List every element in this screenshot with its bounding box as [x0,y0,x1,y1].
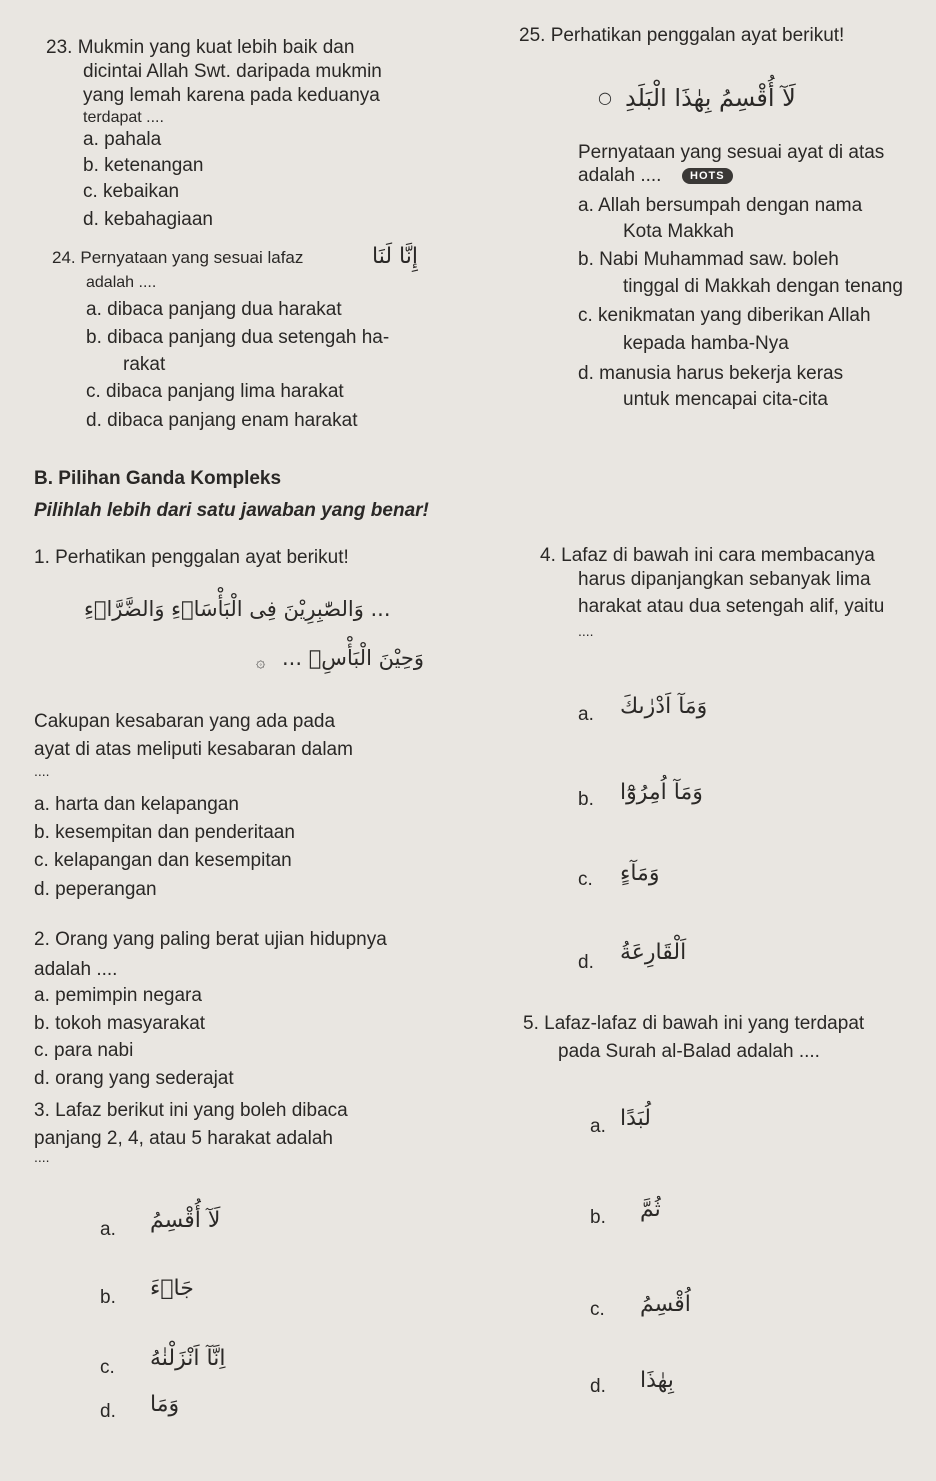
q24-line-1: 24. Pernyataan yang sesuai lafaz [52,248,304,267]
q25-option-a-cont: Kota Makkah [623,221,734,242]
q24-option-a[interactable]: a. dibaca panjang dua harakat [86,299,342,320]
section-b-title: B. Pilihan Ganda Kompleks [34,468,282,489]
b1-option-d[interactable]: d. peperangan [34,879,157,900]
q25-line-1: Pernyataan yang sesuai ayat di atas [578,142,885,163]
b3-option-b-label[interactable]: b. [100,1287,116,1308]
b4-option-a-arabic[interactable]: وَمَآ اَدْرٰىكَ [620,694,708,719]
b5-option-c-arabic[interactable]: اُقْسِمُ [640,1292,691,1317]
b1-line-3: .... [34,763,50,779]
b3-line-3: .... [34,1149,50,1165]
b4-option-c-label[interactable]: c. [578,869,593,890]
b4-option-c-arabic[interactable]: وَمَآءٍ [620,861,660,886]
b5-option-d-arabic[interactable]: بِهٰذَا [640,1368,674,1393]
b4-line-4: .... [578,623,594,639]
q23-line-4: terdapat .... [83,109,164,126]
b2-line-2: adalah .... [34,959,118,980]
q23-option-d[interactable]: d. kebahagiaan [83,209,213,230]
q24-line-2: adalah .... [86,274,157,291]
b4-option-a-label[interactable]: a. [578,704,594,725]
b1-arabic-2: وَحِيْنَ الْبَأْسِۗ ... [282,646,425,670]
q25-option-d[interactable]: d. manusia harus bekerja keras [578,363,844,384]
b3-line-1: 3. Lafaz berikut ini yang boleh dibaca [34,1100,348,1121]
b4-line-3: harakat atau dua setengah alif, yaitu [578,596,885,617]
q23-line-1: 23. Mukmin yang kuat lebih baik dan [46,37,355,58]
b1-arabic-1: ... وَالصّٰبِرِيْنَ فِى الْبَأْسَاۤءِ وَالضَّرَّاۤءِ [84,597,391,621]
section-b-instruction: Pilihlah lebih dari satu jawaban yang benar! [34,500,429,521]
b1-line-1: Cakupan kesabaran yang ada pada [34,711,336,732]
b5-option-c-label[interactable]: c. [590,1299,605,1320]
b3-option-d-label[interactable]: d. [100,1401,116,1422]
b2-option-b[interactable]: b. tokoh masyarakat [34,1013,206,1034]
b1-option-c[interactable]: c. kelapangan dan kesempitan [34,850,292,871]
q24-option-b[interactable]: b. dibaca panjang dua setengah ha- [86,327,390,348]
q24-arabic: إِنَّا لَنَا [372,244,418,269]
b5-line-2: pada Surah al-Balad adalah .... [558,1041,820,1062]
q25-arabic: لَآ أُقْسِمُ بِهٰذَا الْبَلَدِ [625,84,796,112]
b4-option-d-label[interactable]: d. [578,952,594,973]
q23-option-b[interactable]: b. ketenangan [83,155,204,176]
b4-line-2: harus dipanjangkan sebanyak lima [578,569,871,590]
b5-line-1: 5. Lafaz-lafaz di bawah ini yang terdapat [523,1013,865,1034]
b3-option-a-arabic[interactable]: لَآ أُقْسِمُ [150,1208,221,1233]
b3-option-b-arabic[interactable]: جَاۤءَ [150,1276,194,1301]
b1-line-2: ayat di atas meliputi kesabaran dalam [34,739,353,760]
b5-option-b-arabic[interactable]: ثُمَّ [640,1197,661,1222]
b3-option-a-label[interactable]: a. [100,1219,116,1240]
q25-option-b[interactable]: b. Nabi Muhammad saw. boleh [578,249,839,270]
q23-option-a[interactable]: a. pahala [83,129,162,150]
b5-option-a-arabic[interactable]: لُبَدًا [620,1106,652,1131]
q25-prompt: 25. Perhatikan penggalan ayat berikut! [519,25,845,46]
b3-option-c-arabic[interactable]: اِنَّآ اَنْزَلْنٰهُ [150,1346,226,1371]
b5-option-d-label[interactable]: d. [590,1376,606,1397]
b4-line-1: 4. Lafaz di bawah ini cara membacanya [540,545,875,566]
q25-option-d-cont: untuk mencapai cita-cita [623,389,828,410]
b3-option-c-label[interactable]: c. [100,1357,115,1378]
b2-option-c[interactable]: c. para nabi [34,1040,134,1061]
b5-option-b-label[interactable]: b. [590,1207,606,1228]
b3-line-2: panjang 2, 4, atau 5 harakat adalah [34,1128,333,1149]
b4-option-b-arabic[interactable]: وَمَآ اُمِرُوْٓا [620,780,703,805]
b2-option-a[interactable]: a. pemimpin negara [34,985,202,1006]
b2-line-1: 2. Orang yang paling berat ujian hidupnya [34,929,387,950]
q24-option-d[interactable]: d. dibaca panjang enam harakat [86,410,358,431]
verse-end-marker-icon: ۞ [256,652,266,671]
q23-line-2: dicintai Allah Swt. daripada mukmin [83,61,382,82]
q25-option-c-cont: kepada hamba-Nya [623,333,789,354]
b4-option-d-arabic[interactable]: اَلْقَارِعَةُ [620,940,687,965]
recitation-circle-icon: ○ [598,88,612,107]
b1-option-a[interactable]: a. harta dan kelapangan [34,794,239,815]
q25-option-a[interactable]: a. Allah bersumpah dengan nama [578,195,863,216]
b3-option-d-arabic[interactable]: وَمَا [150,1392,180,1417]
b4-option-b-label[interactable]: b. [578,789,594,810]
hots-badge: HOTS [682,168,733,184]
b5-option-a-label[interactable]: a. [590,1116,606,1137]
q23-line-3: yang lemah karena pada keduanya [83,85,380,106]
b1-prompt: 1. Perhatikan penggalan ayat berikut! [34,547,349,568]
b1-option-b[interactable]: b. kesempitan dan penderitaan [34,822,295,843]
q25-option-c[interactable]: c. kenikmatan yang diberikan Allah [578,305,871,326]
q24-option-c[interactable]: c. dibaca panjang lima harakat [86,381,344,402]
q24-option-b-cont: rakat [123,354,166,375]
q23-option-c[interactable]: c. kebaikan [83,181,180,202]
b2-option-d[interactable]: d. orang yang sederajat [34,1068,234,1089]
q25-option-b-cont: tinggal di Makkah dengan tenang [623,276,903,297]
q25-line-2: adalah .... [578,165,662,186]
